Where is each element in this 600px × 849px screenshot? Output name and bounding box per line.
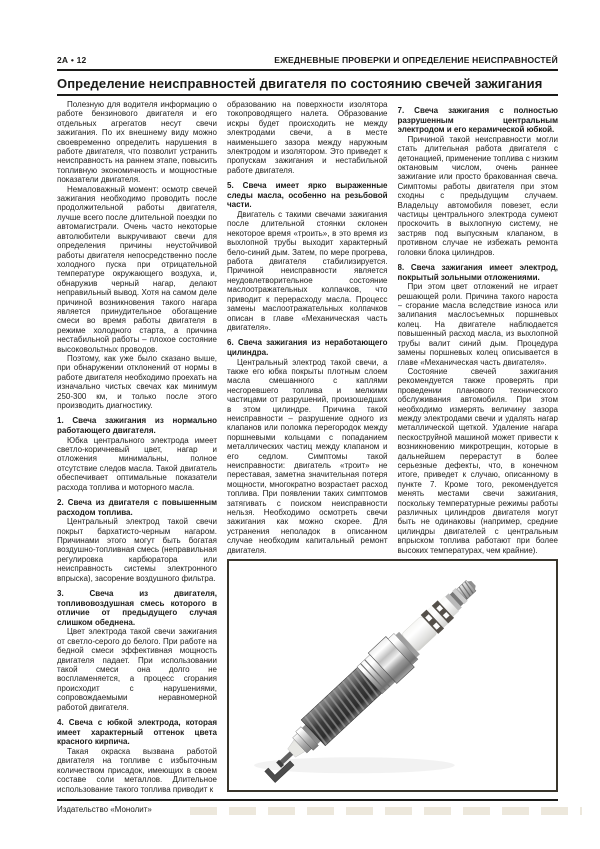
body-paragraph: Поэтому, как уже было сказано выше, при обнаружении отклонений от нормы в работе двигателя необходимо проехать на изначально чистых свечах как минимум 250-300 км, и только после этого производить диагностику. (57, 353, 217, 410)
subsection-heading: 4. Свеча с юбкой электрода, которая имеет характерный оттенок цвета красного кирпича. (57, 718, 217, 747)
subsection-heading: 8. Свеча зажигания имеет электрод, покрытый зольными отложениями. (397, 263, 558, 282)
page-header (57, 55, 558, 65)
body-paragraph: Немаловажный момент: осмотр свечей зажигания необходимо проводить после продолжительной работы двигателя, лучше всего после длительной поездки по автомагистрали. Очень часто некоторые автолюбители выкручивают свечи для определения причины неустойчивой работы двигателя непосредственно после холодного пуска при отрицательной температуре окружающего воздуха, и, обнаружив черный нагар, делают неправильный вывод. Хотя на самом деле причиной возникновения такого нагара является принудительное обогащение смеси во время работы двигателя в режиме холодного старта, а причина нестабильной работы – плохое состояние высоковольтных проводов. (57, 184, 217, 354)
body-paragraph: Такая окраска вызвана работой двигателя на топливе с избыточным количеством присадок, имеющих в своем составе соли металлов. Длительное использование такого топлива приводит к (57, 746, 217, 794)
title-rule (57, 94, 558, 96)
columns-2-3 (227, 100, 558, 556)
subsection-heading: 3. Свеча из двигателя, топливовоздушная смесь которого в отличие от предыдущего случая слишком обеднена. (57, 589, 217, 627)
publisher-credit: Издательство «Монолит» (57, 805, 152, 814)
section-title: Определение неисправностей двигателя по состоянию свечей зажигания (57, 76, 543, 91)
body-paragraph: Состояние свечей зажигания рекомендуется также проверять при проведении планового технического обслуживания автомобиля. При этом необходимо измерять величину зазора между электродами свечи и удалять нагар металлической щеткой. Удаление нагара пескоструйной машиной может привести к возникновению микротрещин, которые в дальнейшем перерастут в более серьезные дефекты, что, в конечном итоге, приведет к случаю, описанному в пункте 7. Кроме того, рекомендуется менять местами свечи зажигания, поскольку температурные режимы работы различных цилиндров двигателя могут быть не одинаковы (например, средние цилиндры двигателей с центральным впрыском топлива работают при более высоких температурах, чем крайние). (397, 366, 558, 555)
body-paragraph: Полезную для водителя информацию о работе бензинового двигателя и его отдельных агрегатов несут свечи зажигания. По их внешнему виду можно своевременно определить нарушения в работе двигателя, что позволит устранить неисправность на раннем этапе, повысить топливную экономичность и мощностные показатели двигателя. (57, 100, 217, 185)
body-paragraph: Юбка центрального электрода имеет светло-коричневый цвет, нагар и отложения минимальны, полное отсутствие следов масла. Такой двигатель обеспечивает оптимальные показатели расхода топлива и моторного масла. (57, 435, 217, 492)
body-paragraph: Цвет электрода такой свечи зажигания от светло-серого до белого. При работе на бедной смеси эффективная мощность двигателя падает. При использовании такой смеси она долго не воспламеняется, а процесс сгорания происходит с нарушениями, сопровождаемыми неравномерной работой двигателя. (57, 627, 217, 712)
body-paragraph: Центральный электрод такой свечи, а также его юбка покрыты плотным слоем масла смешанного с каплями несгоревшего топлива и мелкими частицами от разрушений, произошедших в этом цилиндре. Причина такой неисправности – разрушение одного из клапанов или поломка перегородок между поршневыми кольцами с попаданием металлических частиц между клапаном и его седлом. Симптомы такой неисправности: двигатель «троит» не переставая, заметна значительная потеря мощности, многократно возрастает расход топлива. При появлении таких симптомов затягивать с поиском неисправности нельзя. Необходимо осмотреть свечи зажигания как можно скорее. Для устранения неполадок в описанном случае необходим капитальный ремонт двигателя. (227, 357, 388, 555)
watermark-dashes (190, 807, 582, 815)
subsection-heading: 2. Свеча из двигателя с повышенным расходом топлива. (57, 498, 217, 517)
text-column-1 (57, 100, 217, 798)
body-paragraph: Причиной такой неисправности могли стать длительная работа двигателя с детонацией, применение топлива с низким октановым числом, очень раннее зажигание или просто бракованная свеча. Симптомы работы двигателя при этом сходны с предыдущим случаем. Владельцу автомобиля повезет, если частицы центрального электрода сумеют проскочить в выхлопную систему, не застряв под выпускным клапаном, в противном случае не избежать ремонта головки блока цилиндров. (397, 134, 558, 257)
subsection-heading: 1. Свеча зажигания из нормально работающего двигателя. (57, 416, 217, 435)
subsection-heading: 5. Свеча имеет ярко выраженные следы масла, особенно на резьбовой части. (227, 181, 388, 210)
text-column-3 (398, 100, 559, 556)
text-column-2 (227, 100, 388, 556)
figure-frame (227, 559, 558, 792)
subsection-heading: 6. Свеча зажигания из неработающего цилиндра. (227, 338, 388, 357)
page-number-marker: 2А • 12 (57, 55, 87, 65)
spark-plug-photo (229, 561, 556, 790)
body-paragraph: При этом цвет отложений не играет решающей роли. Причина такого нароста – сгорание масла вследствие износа или залипания маслосъемных поршневых колец. На двигателе наблюдается повышенный расход масла, из выхлопной трубы валит синий дым. Процедура замены поршневых колец описывается в главе «Механическая часть двигателя». (397, 282, 558, 367)
header-rule (57, 69, 558, 71)
body-paragraph: образованию на поверхности изолятора токопроводящего налета. Образование искры будет происходить не между электродами свечи, а в месте наименьшего зазора между наружным электродом и изолятором. Это приведет к пропускам зажигания и нестабильной работе двигателя. (227, 100, 388, 175)
running-title: ЕЖЕДНЕВНЫЕ ПРОВЕРКИ И ОПРЕДЕЛЕНИЕ НЕИСПРАВНОСТЕЙ (274, 55, 558, 65)
three-column-text (57, 100, 558, 798)
subsection-heading: 7. Свеча зажигания с полностью разрушенным центральным электродом и его керамической юбкой. (397, 106, 558, 135)
body-paragraph: Двигатель с такими свечами зажигания после длительной стоянки склонен некоторое время «троить», в это время из выхлопной трубы выходит характерный бело-синий дым. Затем, по мере прогрева, работа двигателя стабилизируется. Причиной неисправности является неудовлетворительное состояние маслоотражательных колпачков, что приводит к перерасходу масла. Процесс замены маслоотражательных колпачков описан в главе «Механическая часть двигателя». (227, 210, 388, 332)
footer-rule (57, 799, 558, 801)
body-paragraph: Центральный электрод такой свечи покрыт бархатисто-черным нагаром. Причинами этого могут быть богатая воздушно-топливная смесь (неправильная регулировка карбюратора или неисправность системы электронного впрыска), засорение воздушного фильтра. (57, 517, 217, 583)
right-area (227, 100, 558, 798)
